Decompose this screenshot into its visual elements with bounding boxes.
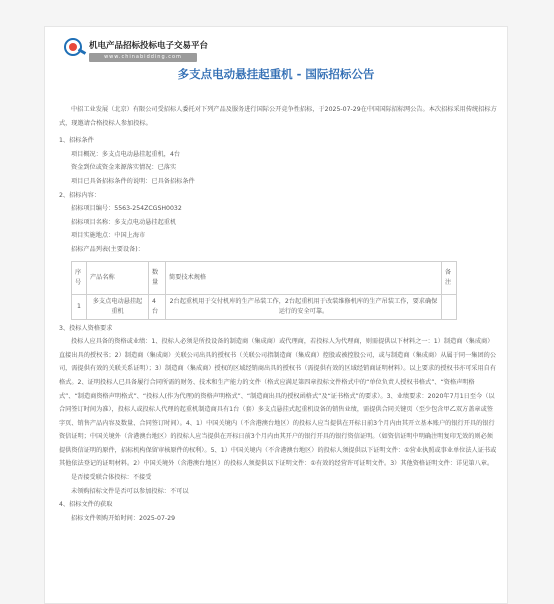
table-header-cell: 序号 [72, 261, 87, 294]
table-row [72, 294, 457, 319]
section-heading: 3、投标人资格要求 [59, 324, 113, 332]
funding-status: 资金到位或资金来源落实情况：已落实 [71, 164, 177, 172]
site-url: www.chinabidding.com [89, 53, 197, 62]
intro-paragraph: 中招工业发展（北京）有限公司受招标人委托对下列产品及服务进行国际公开竞争性招标，于2025-07-29在中国国际招标网公告。本次招标采用传统招标方式，现邀请合格投标人参加投标。 [59, 106, 497, 127]
product-list-label: 招标产品列表(主要设备)： [71, 245, 144, 253]
table-header-row [72, 261, 457, 294]
unpurchased-status: 未领购招标文件是否可以参加投标：不可以 [71, 487, 189, 495]
table-header-cell: 数量 [149, 261, 166, 294]
ready-status: 项目已具备招标条件的说明：已具备招标条件 [71, 177, 195, 185]
table-header-cell: 产品名称 [87, 261, 149, 294]
section-heading: 1、招标条件 [59, 137, 94, 145]
project-place: 项目实施地点：中国上海市 [71, 232, 146, 240]
announcement-page [44, 26, 508, 604]
table-header-cell: 简要技术规格 [166, 261, 442, 294]
table-cell-index: 1 [72, 294, 87, 319]
consortium-status: 是否接受联合体投标：不接受 [71, 474, 152, 482]
project-overview: 项目概况：多支点电动悬挂起重机，4台 [71, 150, 181, 158]
project-number: 招标项目编号：5563-254ZCGSH0032 [71, 205, 182, 213]
site-logo-icon [63, 37, 85, 59]
doc-start-time: 招标文件领购开始时间：2025-07-29 [71, 514, 176, 522]
product-table [71, 261, 457, 320]
section-heading: 4、招标文件的获取 [59, 501, 113, 509]
table-cell-spec: 2台起重机用于交付机库的生产吊装工作，2台起重机用于改装维修机库的生产吊装工作，要求确保运行的安全可靠。 [166, 294, 442, 319]
section-heading: 2、招标内容： [59, 191, 101, 199]
site-name: 机电产品招标投标电子交易平台 [89, 41, 209, 51]
table-header-cell: 备注 [442, 261, 457, 294]
project-name: 招标项目名称：多支点电动悬挂起重机 [71, 218, 177, 226]
qualification-text: 投标人应具备的资格或业绩：1、投标人必须是所投设备的制造商（集成商）或代理商，若投标人为代理商，则需提供以下材料之一：1）制造商（集成商）直接出具的授权书；2）制造商（集成商）关联公司出具的授权书（关联公司指制造商（集成商）控股或被控股公司，或与制造商（集成商）从属于同一集团的公司，需提供有效的关联关系证明）；3）制造商（集成商）授权的区域经销商出具的授权书（需提供有效的区域经销商证明材料）。以上要求的授权书亦可采用自有格式。2、证明投标人已具备履行合同所需的财务、技术和生产能力的文件（格式应满足第四章投标文件格式中的“单位负责人授权书格式”、“资格声明格式”、“制造商资格声明格式”、“投标人(作为代理)的资格声明格式”、“制造商出具的授权函格式”及“证书格式”的要求）。3、业绩要求：2020年7月1日至今（以合同签订时间为准），投标人或投标人代理的起重机制造商具有1台（套）多支点悬挂式起重机设备的销售业绩，需提供合同关键页（至少包含甲乙双方盖章或签字页、销售产品内容及数量、合同签订时间）。4、1）中国关境内（不含港澳台地区）的投标人应当提供在开标日前3个月内由其开立基本账户的银行开具的银行资信证明；中国关境外（含港澳台地区）的投标人应当提供在开标日前3个月内由其开户的银行开具的银行资信证明。（如资信证明中明确注明复印无效的则必须提供资信证明的原件，招标机构保留审核原件的权利）。5、1）中国关境内（不含港澳台地区）的投标人须提供以下证明文件：①营业执照或事业单位法人证书或其他依法登记的证明材料。2）中国关境外（含港澳台地区）的投标人须提供以下证明文件：①有效的经营许可证明文件。3）其他资格证明文件：详见第八章。 [59, 338, 497, 468]
table-cell-name: 多支点电动悬挂起重机 [87, 294, 149, 319]
page-title: 多支点电动悬挂起重机 - 国际招标公告 [177, 67, 375, 81]
table-cell-qty: 4台 [149, 294, 166, 319]
table-cell-note [442, 294, 457, 319]
announcement-body [59, 103, 499, 525]
